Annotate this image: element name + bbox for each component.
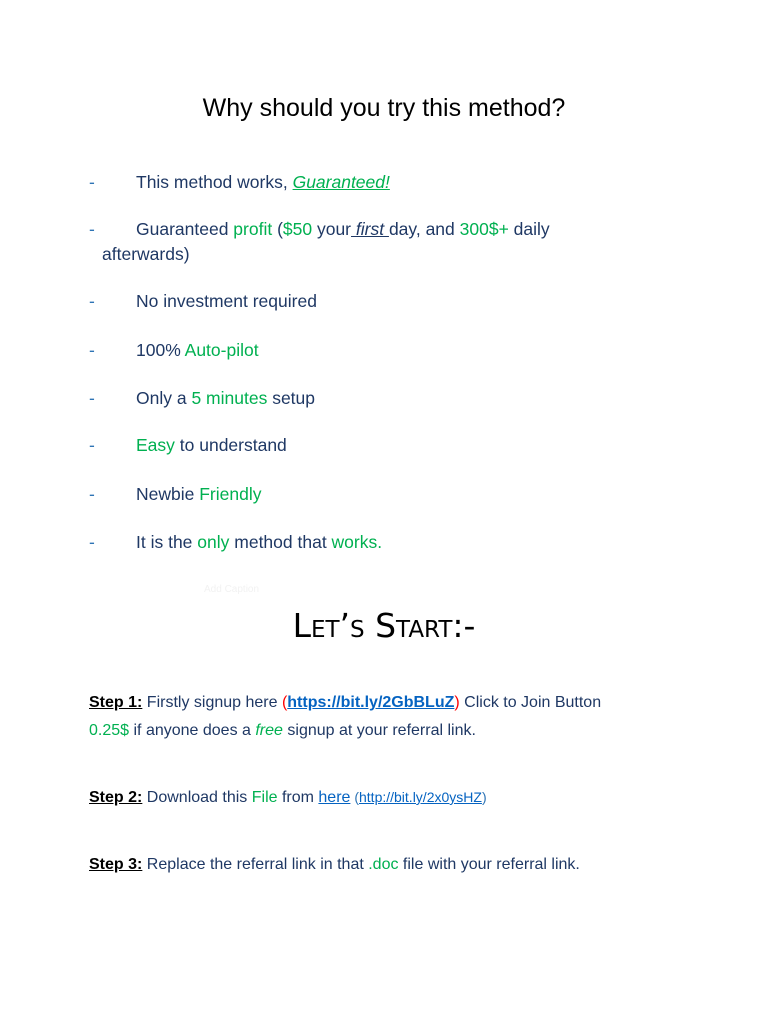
bullet-text: 100%: [136, 340, 185, 360]
page-title: Why should you try this method?: [202, 94, 566, 122]
bullet-text: setup: [267, 388, 316, 408]
bullet-dash: -: [89, 219, 95, 239]
step-text: Download this: [142, 789, 252, 806]
bullet-text: (: [272, 219, 283, 239]
here-link[interactable]: here: [318, 789, 351, 806]
step-3: [89, 856, 580, 874]
bullet-highlight: profit: [233, 219, 273, 239]
section-heading: Let’s Start:-: [292, 606, 476, 645]
step-label: Step 1:: [89, 694, 143, 711]
faint-caption: Add Caption: [204, 584, 260, 595]
bullet-dash: -: [89, 291, 95, 311]
signup-link[interactable]: https://bit.ly/2GbBLuZ: [287, 694, 455, 711]
bullet-text: Only a: [136, 388, 192, 408]
paren: (: [281, 694, 288, 711]
amount-highlight: 0.25$: [89, 722, 130, 739]
bullet-text: Guaranteed: [136, 219, 234, 239]
first-emphasis: first: [351, 219, 389, 239]
step-2: [89, 789, 487, 807]
bullet-highlight: only: [197, 532, 230, 552]
step-text: signup at your referral link.: [282, 722, 476, 739]
doc-highlight: .doc: [368, 856, 399, 873]
bullet-highlight: Auto-pilot: [184, 340, 259, 360]
step-text: Replace the referral link in that: [142, 856, 369, 873]
bullet-highlight: $50: [282, 219, 313, 239]
step-1: [89, 694, 601, 712]
bullet-text: No investment required: [136, 291, 317, 311]
bullet-text: your: [312, 219, 352, 239]
step-text: Firstly signup here: [142, 694, 282, 711]
step-label: Step 3:: [89, 856, 143, 873]
bullet-text: day, and: [388, 219, 460, 239]
bullet-dash: -: [89, 484, 95, 504]
bullet-text: daily: [508, 219, 550, 239]
bullet-dash: -: [89, 532, 95, 552]
step-text: from: [277, 789, 319, 806]
bullet-text: This method works,: [136, 172, 293, 192]
bullet-highlight: 5 minutes: [191, 388, 268, 408]
free-emphasis: free: [255, 722, 283, 739]
bullet-dash: -: [89, 172, 95, 192]
step-text: file with your referral link.: [398, 856, 580, 873]
bullet-highlight: works.: [331, 532, 383, 552]
bullet-dash: -: [89, 388, 95, 408]
file-highlight: File: [251, 789, 278, 806]
bullet-dash: -: [89, 340, 95, 360]
bullet-text: afterwards): [102, 244, 190, 264]
paren: (: [350, 789, 359, 805]
paren: ): [454, 694, 460, 711]
bullet-highlight: Friendly: [199, 484, 262, 504]
step-label: Step 2:: [89, 789, 143, 806]
bullet-dash: -: [89, 435, 95, 455]
step-text: if anyone does a: [129, 722, 256, 739]
bullet-text: Newbie: [136, 484, 200, 504]
bullet-text: method that: [229, 532, 332, 552]
guaranteed-emphasis: Guaranteed!: [292, 172, 390, 192]
bullet-text: to understand: [174, 435, 287, 455]
bullet-highlight: Easy: [136, 435, 175, 455]
bullet-text: It is the: [136, 532, 198, 552]
download-link[interactable]: http://bit.ly/2x0ysHZ: [359, 789, 482, 805]
bullet-highlight: 300$+: [459, 219, 509, 239]
paren: ): [481, 789, 487, 805]
step-text: Click to Join Button: [459, 694, 602, 711]
step-1-line-2: [89, 722, 476, 740]
